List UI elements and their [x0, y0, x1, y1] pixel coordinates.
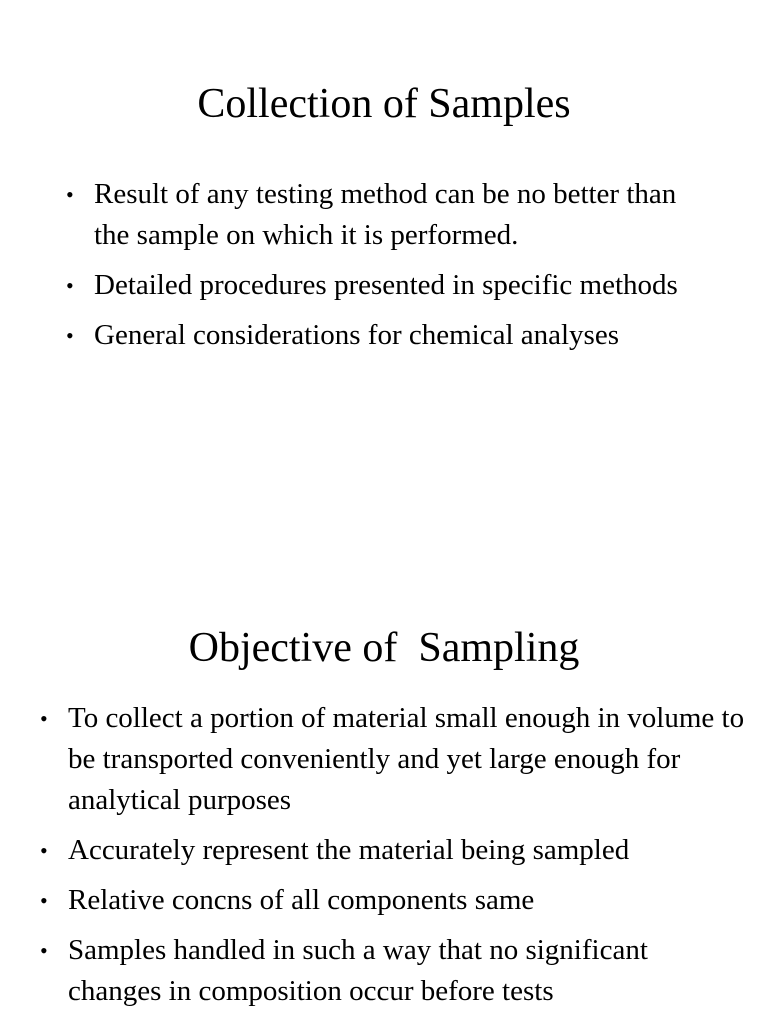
bullet-text: Accurately represent the material being sampled: [68, 834, 630, 866]
bullet-item: [40, 830, 748, 871]
bullet-item: [66, 315, 694, 356]
bullet-text: General considerations for chemical analyses: [94, 319, 620, 351]
bullet-item: [40, 880, 748, 921]
bullet-icon: •: [40, 838, 48, 863]
slide-title: Objective of Sampling: [188, 625, 580, 671]
bullet-text: Detailed procedures presented in specific methods: [94, 269, 678, 301]
bullet-icon: •: [66, 323, 74, 348]
bullet-icon: •: [40, 888, 48, 913]
bullet-list: [40, 698, 748, 1021]
bullet-icon: •: [40, 938, 48, 963]
bullet-list: [66, 174, 694, 365]
bullet-text: Samples handled in such a way that no significant changes in composition occur before tests: [68, 934, 648, 1007]
bullet-item: [40, 930, 748, 1012]
bullet-icon: •: [66, 182, 74, 207]
bullet-text: To collect a portion of material small enough in volume to be transported conveniently and yet large enough for analytical purposes: [68, 702, 745, 816]
slide-title: Collection of Samples: [197, 81, 571, 127]
bullet-icon: •: [66, 273, 74, 298]
bullet-item: [66, 265, 694, 306]
bullet-item: [66, 174, 694, 256]
bullet-icon: •: [40, 706, 48, 731]
bullet-text: Relative concns of all components same: [68, 884, 535, 916]
slide-objective-of-sampling: [0, 540, 768, 1024]
bullet-item: [40, 698, 748, 821]
bullet-text: Result of any testing method can be no better than the sample on which it is performed.: [94, 178, 677, 251]
